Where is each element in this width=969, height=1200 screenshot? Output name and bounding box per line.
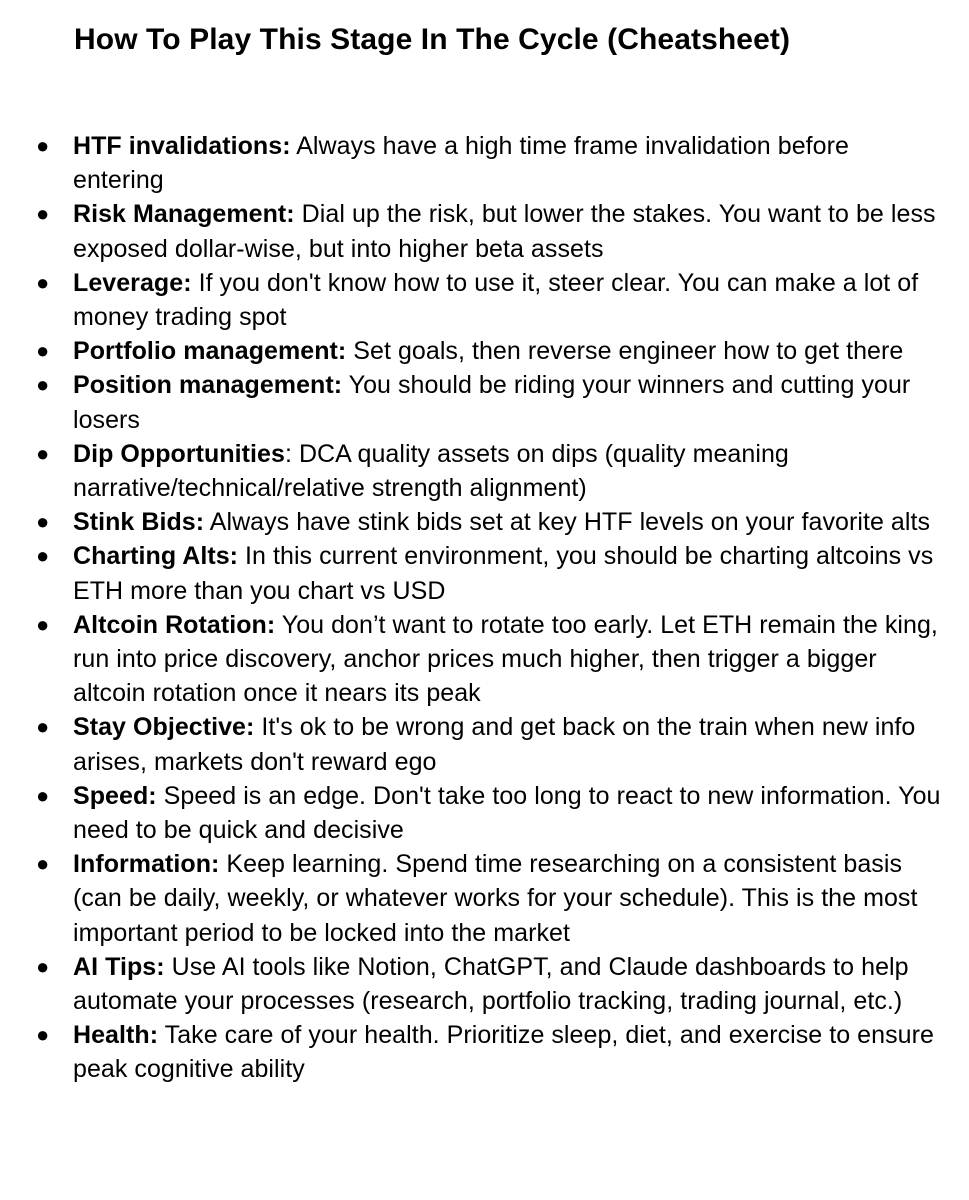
- item-text: Speed is an edge. Don't take too long to react to new information. You need to be quick and decisive: [73, 781, 941, 845]
- item-term: Health:: [73, 1021, 159, 1050]
- item-text: Keep learning. Spend time researching on a consistent basis (can be daily, weekly, or whatever works for your schedule). This is the most important period to be locked into the market: [73, 850, 918, 947]
- item-text: Always have stink bids set at key HTF levels on your favorite alts: [204, 508, 930, 537]
- list-item: [0, 710, 969, 778]
- item-text: It's ok to be wrong and get back on the train when new info arises, markets don't reward ego: [73, 713, 916, 776]
- item-text: DCA quality assets on dips (quality meaning narrative/technical/relative strength alignment): [73, 439, 789, 503]
- item-term: Speed:: [73, 781, 157, 810]
- bullet-icon: ●: [36, 1022, 50, 1048]
- item-term: HTF invalidations:: [73, 132, 291, 160]
- bullet-icon: ●: [36, 509, 50, 535]
- item-term-colon: :: [284, 439, 292, 468]
- item-term: Dip Opportunities: [73, 439, 285, 468]
- list-item: [0, 129, 969, 197]
- list-item: [0, 539, 969, 607]
- bullet-icon: ●: [36, 201, 50, 227]
- list-item: [0, 437, 969, 505]
- item-term: Leverage:: [73, 268, 192, 297]
- list-item: [0, 950, 969, 1018]
- bullet-icon: ●: [36, 543, 50, 569]
- item-term: Stink Bids:: [73, 508, 205, 537]
- bullet-icon: ●: [36, 953, 50, 979]
- item-term: Stay Objective:: [73, 713, 255, 742]
- item-text: If you don't know how to use it, steer clear. You can make a lot of money trading spot: [73, 268, 919, 332]
- item-text: Dial up the risk, but lower the stakes. You want to be less exposed dollar-wise, but into higher beta assets: [73, 200, 936, 263]
- bullet-icon: ●: [36, 714, 50, 740]
- list-item: [0, 505, 969, 539]
- item-term: Altcoin Rotation:: [73, 610, 276, 639]
- bullet-icon: ●: [36, 372, 50, 398]
- item-term: AI Tips:: [73, 952, 165, 981]
- item-text: You don’t want to rotate too early. Let ETH remain the king, run into price discovery, anchor prices much higher, then trigger a bigger altcoin rotation once it nears its peak: [73, 610, 938, 708]
- list-item: [0, 197, 969, 265]
- bullet-icon: ●: [36, 133, 50, 158]
- item-term: Information:: [73, 850, 220, 879]
- page-title: How To Play This Stage In The Cycle (Cheatsheet): [74, 23, 791, 56]
- list-item: [0, 847, 969, 950]
- cheatsheet-list: [0, 129, 969, 1087]
- list-item: [0, 368, 969, 436]
- list-item: [0, 334, 969, 368]
- list-item: [0, 1018, 969, 1086]
- bullet-icon: ●: [36, 269, 50, 295]
- item-term: Position management:: [73, 371, 343, 400]
- item-term: Charting Alts:: [73, 542, 239, 571]
- bullet-icon: ●: [36, 440, 50, 466]
- item-term: Risk Management:: [73, 200, 295, 229]
- item-text: Always have a high time frame invalidation before entering: [73, 132, 849, 195]
- item-text: Use AI tools like Notion, ChatGPT, and Claude dashboards to help automate your processes (research, portfolio tracking, trading journal, etc.): [73, 952, 909, 1016]
- bullet-icon: ●: [36, 851, 50, 877]
- item-text: Set goals, then reverse engineer how to get there: [346, 337, 904, 366]
- list-item: [0, 266, 969, 334]
- item-term: Portfolio management:: [73, 337, 347, 366]
- item-text: In this current environment, you should be charting altcoins vs ETH more than you chart vs USD: [73, 542, 934, 605]
- item-text: You should be riding your winners and cutting your losers: [73, 371, 911, 434]
- bullet-icon: ●: [36, 338, 50, 364]
- item-text: Take care of your health. Prioritize sleep, diet, and exercise to ensure peak cognitive ability: [73, 1021, 934, 1084]
- bullet-icon: ●: [36, 611, 50, 637]
- list-item: [0, 779, 969, 847]
- list-item: [0, 608, 969, 711]
- bullet-icon: ●: [36, 782, 50, 808]
